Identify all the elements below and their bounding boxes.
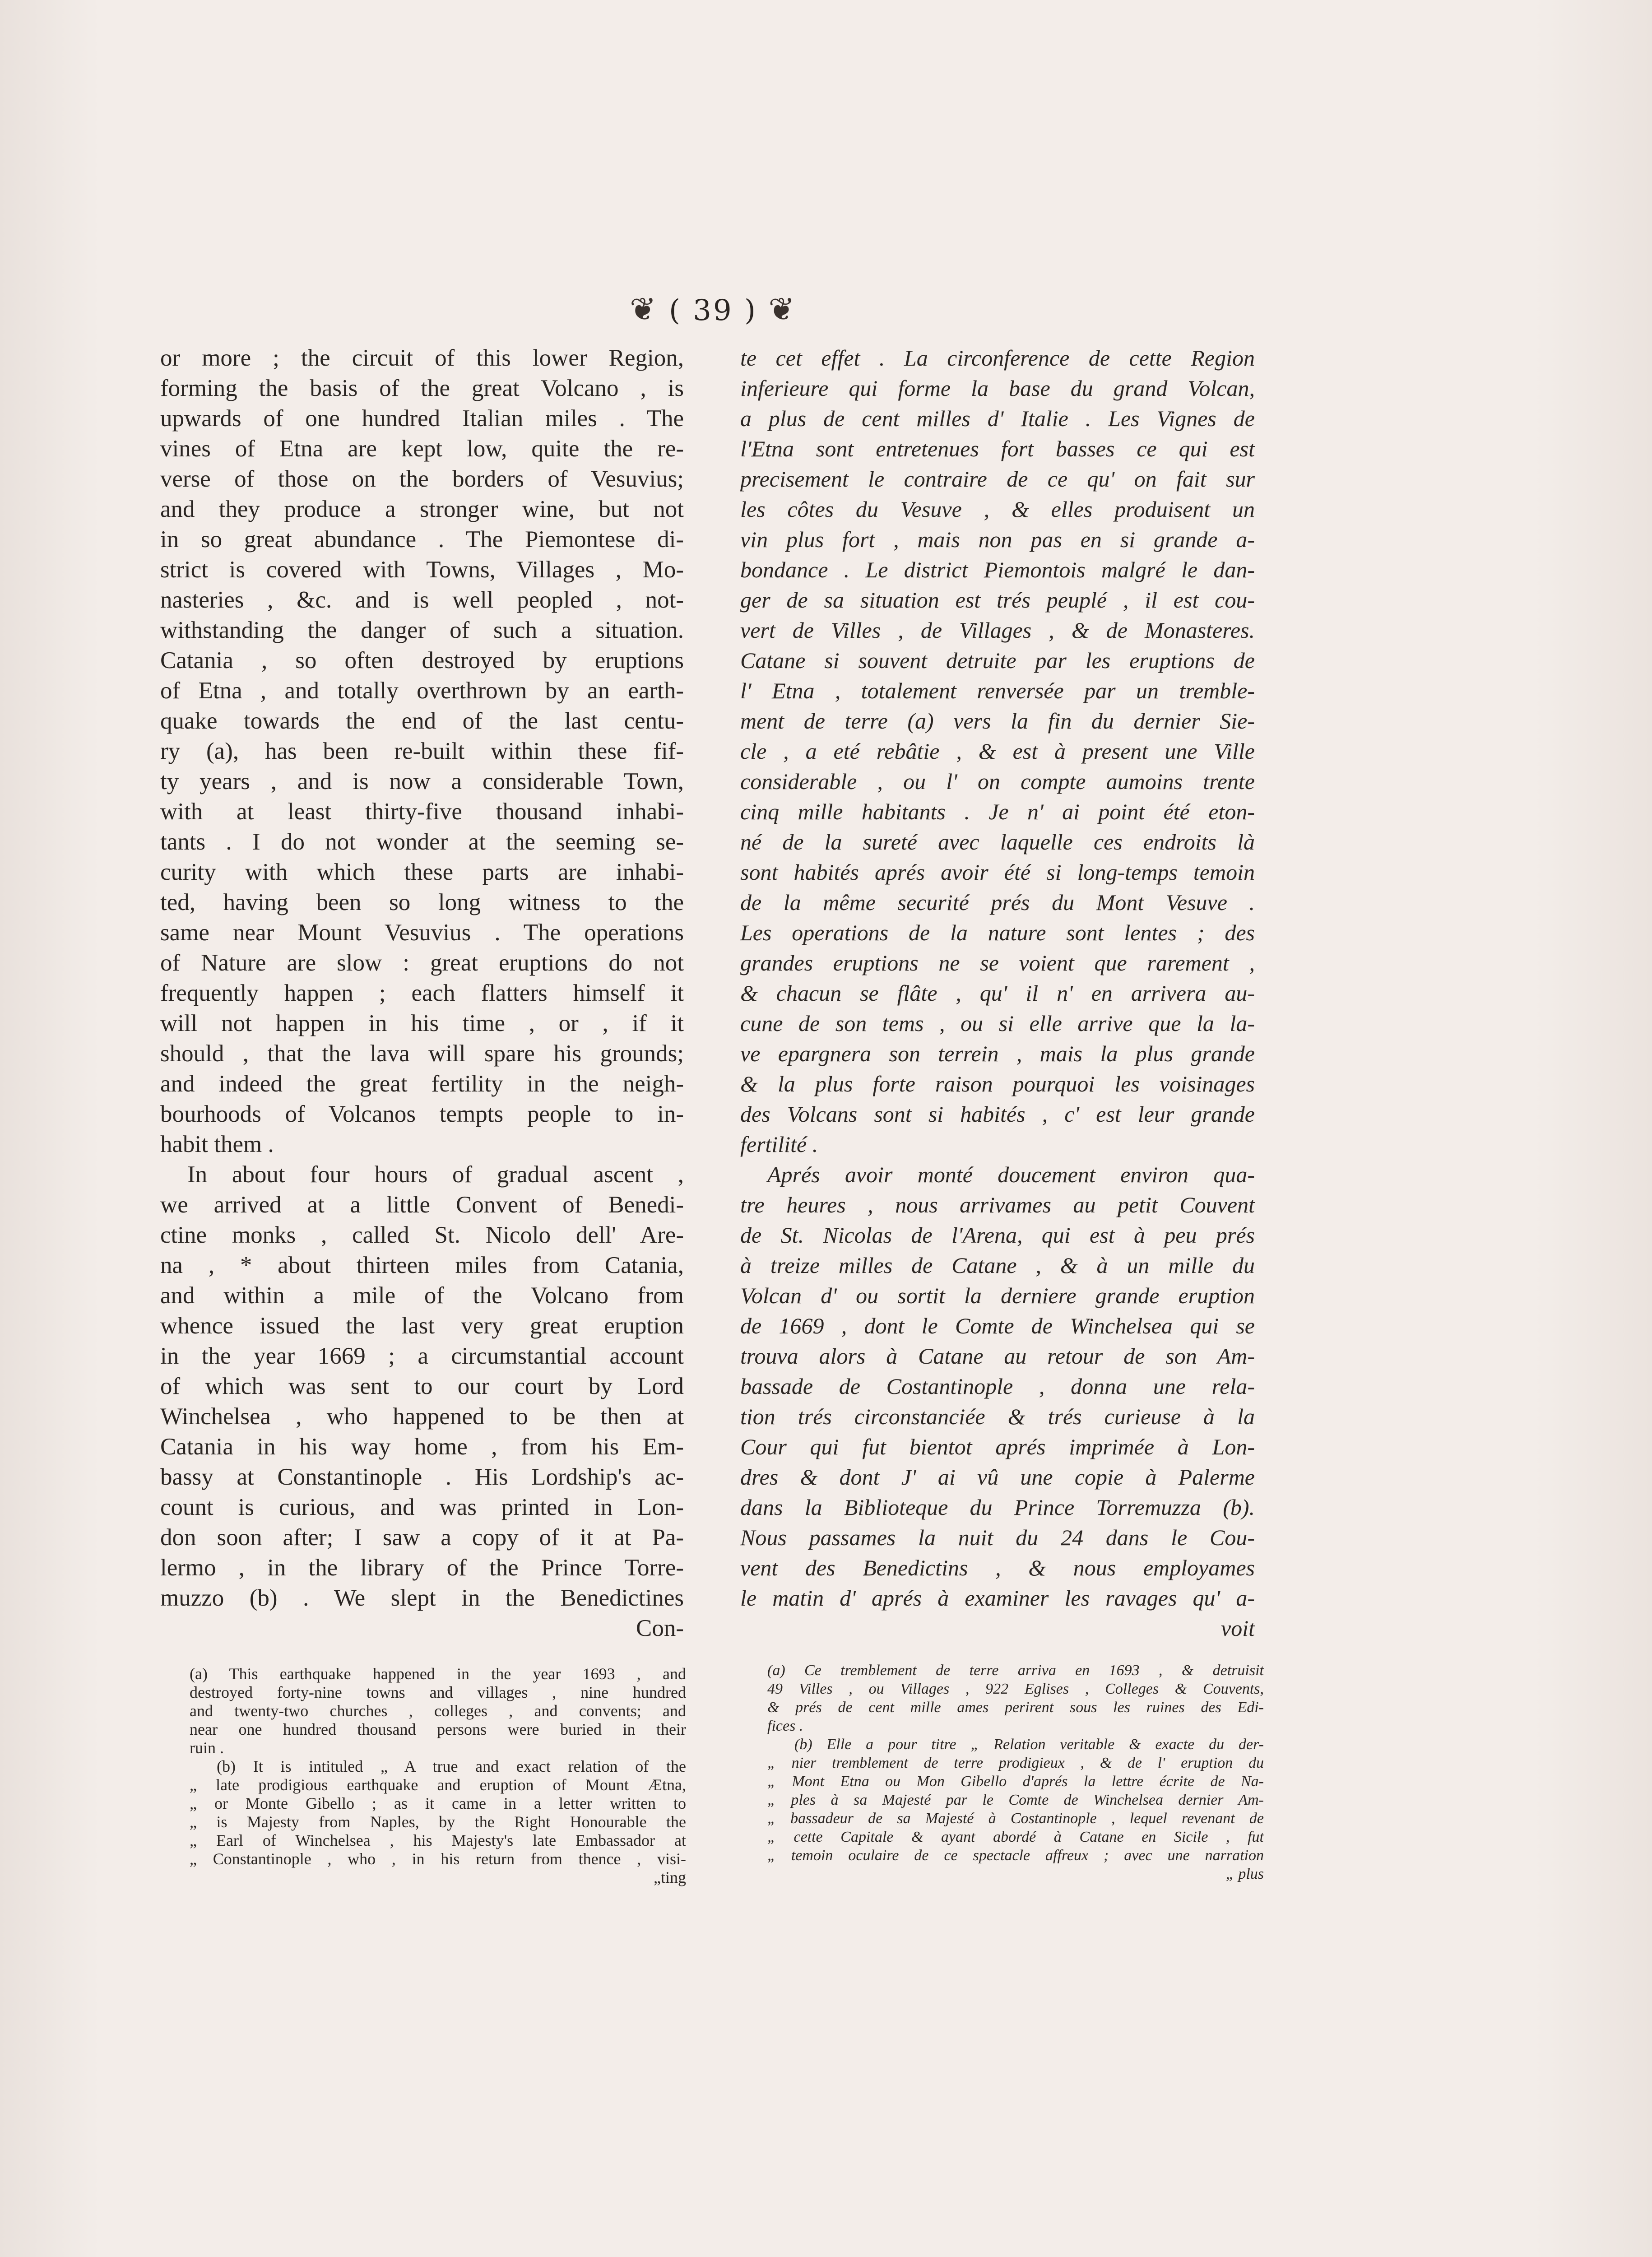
text-line: tants . I do not wonder at the seeming se- [160,829,684,855]
text-line: Cour qui fut bientot aprés imprimée à Lon- [740,1434,1255,1459]
text-line: & chacun se flâte , qu' il n' en arrivera au- [740,980,1255,1006]
text-line: dres & dont J' ai vû une copie à Palerme [740,1464,1255,1490]
text-line: de St. Nicolas de l'Arena, qui est à peu prés [740,1222,1255,1248]
footnote-line: „ ples à sa Majesté par le Comte de Winchelsea dernier Am- [767,1792,1264,1808]
text-line: Catania in his way home , from his Em- [160,1434,684,1460]
text-line: ty years , and is now a considerable Town, [160,768,684,794]
french-footnotes [767,1661,1264,1883]
footnote-line: „ cette Capitale & ayant abordé à Catane en Sicile , fut [767,1829,1264,1845]
text-line: de 1669 , dont le Comte de Winchelsea qui se [740,1313,1255,1338]
text-line: Catane si souvent detruite par les eruptions de [740,648,1255,673]
text-line: grandes eruptions ne se voient que rarement , [740,950,1255,975]
text-line: forming the basis of the great Volcano , is [160,375,684,401]
footnote-line: „ Mont Etna ou Mon Gibello d'aprés la lettre écrite de Na- [767,1773,1264,1790]
text-line: Catania , so often destroyed by eruptions [160,647,684,673]
text-line: Volcan d' ou sortit la derniere grande eruption [740,1283,1255,1308]
page-number: ( 39 ) [668,294,758,327]
text-line: ve epargnera son terrein , mais la plus grande [740,1041,1255,1066]
text-line: same near Mount Vesuvius . The operations [160,920,684,946]
text-line: ment de terre (a) vers la fin du dernier Sie- [740,708,1255,734]
text-line: cune de son tems , ou si elle arrive que la la- [740,1011,1255,1036]
footnote-line: (a) Ce tremblement de terre arriva en 1693 , & detruisit [767,1662,1264,1679]
text-line: and indeed the great fertility in the neigh- [160,1071,684,1097]
footnote-line: „ plus [1225,1866,1264,1882]
text-line: precisement le contraire de ce qu' on fait sur [740,466,1255,492]
text-line: vent des Benedictins , & nous employames [740,1555,1255,1580]
text-line: of Nature are slow : great eruptions do not [160,950,684,976]
footnote-line: „ late prodigious earthquake and eruption of Mount Ætna, [190,1776,686,1794]
footnote-line: and twenty-two churches , colleges , and convents; and [190,1702,686,1720]
text-line: bassade de Costantinople , donna une rela- [740,1374,1255,1399]
text-line: les côtes du Vesuve , & elles produisent un [740,497,1255,522]
page-header [542,289,885,330]
text-line: ger de sa situation est trés peuplé , il est cou- [740,587,1255,613]
text-line: dans la Biblioteque du Prince Torremuzza (b). [740,1495,1255,1520]
text-line: curity with which these parts are inhabi- [160,859,684,885]
text-line: bassy at Constantinople . His Lordship's ac- [160,1464,684,1490]
text-line: inferieure qui forme la base du grand Volcan, [740,376,1255,401]
text-line: with at least thirty-five thousand inhabi- [160,799,684,825]
text-line: Aprés avoir monté doucement environ qua- [767,1162,1255,1187]
text-line: ted, having been so long witness to the [160,889,684,915]
text-line: bourhoods of Volcanos tempts people to in- [160,1101,684,1127]
text-line: tre heures , nous arrivames au petit Couvent [740,1192,1255,1217]
footnote-line: „ nier tremblement de terre prodigieux , & de l' eruption du [767,1755,1264,1771]
text-line: verse of those on the borders of Vesuvius; [160,466,684,492]
footnote-line: 49 Villes , ou Villages , 922 Eglises , Colleges & Couvents, [767,1681,1264,1697]
footnote-line: near one hundred thousand persons were buried in their [190,1720,686,1738]
text-line: Winchelsea , who happened to be then at [160,1403,684,1430]
text-line: ctine monks , called St. Nicolo dell' Are- [160,1222,684,1248]
text-line: vines of Etna are kept low, quite the re- [160,436,684,462]
text-line: à treize milles de Catane , & à un mille du [740,1253,1255,1278]
text-line: des Volcans sont si habités , c' est leur grande [740,1101,1255,1127]
footnote-line: „ Earl of Winchelsea , his Majesty's late Embassador at [190,1831,686,1849]
text-line: te cet effet . La circonference de cette Region [740,345,1255,371]
footnote-line: destroyed forty-nine towns and villages , nine hundred [190,1683,686,1701]
text-line: will not happen in his time , or , if it [160,1010,684,1036]
footnote-line: & prés de cent mille ames perirent sous les ruines des Edi- [767,1699,1264,1716]
text-line: don soon after; I saw a copy of it at Pa- [160,1524,684,1551]
english-footnotes [190,1665,686,1887]
footnote-line: (b) Elle a pour titre „ Relation veritable & exacte du der- [794,1736,1264,1753]
text-line: and within a mile of the Volcano from [160,1282,684,1309]
text-line: count is curious, and was printed in Lon- [160,1494,684,1520]
footnote-line: „ting [654,1868,686,1886]
text-line: should , that the lava will spare his grounds; [160,1040,684,1067]
text-line: fertilité . [740,1132,818,1157]
french-column [740,343,1255,1644]
text-line: sont habités aprés avoir été si long-temps temoin [740,859,1255,885]
text-line: né de la sureté avec laquelle ces endroits là [740,829,1255,855]
text-line: bondance . Le district Piemontois malgré le dan- [740,557,1255,582]
text-line: a plus de cent milles d' Italie . Les Vignes de [740,406,1255,431]
text-line: Con- [636,1615,684,1641]
text-line: In about four hours of gradual ascent , [187,1161,684,1188]
text-line: muzzo (b) . We slept in the Benedictines [160,1585,684,1611]
text-line: habit them . [160,1131,274,1157]
text-line: in the year 1669 ; a circumstantial account [160,1343,684,1369]
english-column [160,343,684,1644]
text-line: withstanding the danger of such a situation. [160,617,684,643]
text-line: le matin d' aprés à examiner les ravages qu' a- [740,1585,1255,1611]
ornament-right-icon: ❦ [768,291,797,328]
text-line: of Etna , and totally overthrown by an earth- [160,678,684,704]
text-line: in so great abundance . The Piemontese di- [160,526,684,553]
text-line: vert de Villes , de Villages , & de Monasteres. [740,618,1255,643]
footnote-line: fices . [767,1718,803,1734]
text-line: nasteries , &c. and is well peopled , not- [160,587,684,613]
footnote-line: ruin . [190,1739,224,1757]
footnote-line: „ is Majesty from Naples, by the Right Honourable the [190,1813,686,1831]
text-line: we arrived at a little Convent of Benedi- [160,1192,684,1218]
text-line: or more ; the circuit of this lower Region, [160,345,684,371]
text-line: upwards of one hundred Italian miles . The [160,405,684,432]
text-line: cle , a eté rebâtie , & est à present une Ville [740,738,1255,764]
text-line: trouva alors à Catane au retour de son Am- [740,1343,1255,1369]
footnote-line: „ temoin oculaire de ce spectacle affreux ; avec une narration [767,1847,1264,1864]
footnote-line: „ bassadeur de sa Majesté à Costantinople , lequel revenant de [767,1810,1264,1827]
text-line: de la même securité prés du Mont Vesuve . [740,890,1255,915]
text-line: cinq mille habitants . Je n' ai point été eton- [740,799,1255,824]
text-line: frequently happen ; each flatters himself it [160,980,684,1006]
text-line: na , * about thirteen miles from Catania, [160,1252,684,1278]
text-line: Les operations de la nature sont lentes ; des [740,920,1255,945]
text-line: voit [1221,1616,1255,1641]
text-line: of which was sent to our court by Lord [160,1373,684,1399]
text-line: Nous passames la nuit du 24 dans le Cou- [740,1525,1255,1550]
text-line: tion trés circonstanciée & trés curieuse à la [740,1404,1255,1429]
text-line: ry (a), has been re-built within these fif- [160,738,684,764]
text-line: lermo , in the library of the Prince Torre- [160,1555,684,1581]
text-line: vin plus fort , mais non pas en si grande a- [740,527,1255,552]
ornament-left-icon: ❦ [629,291,658,328]
text-line: and they produce a stronger wine, but not [160,496,684,522]
footnote-line: „ or Monte Gibello ; as it came in a letter written to [190,1794,686,1812]
text-line: & la plus forte raison pourquoi les voisinages [740,1071,1255,1096]
footnote-line: (a) This earthquake happened in the year 1693 , and [190,1665,686,1683]
text-line: strict is covered with Towns, Villages , Mo- [160,557,684,583]
footnote-line: (b) It is intituled „ A true and exact relation of the [217,1757,686,1775]
text-line: l' Etna , totalement renversée par un tremble- [740,678,1255,703]
text-line: l'Etna sont entretenues fort basses ce qui est [740,436,1255,461]
text-line: quake towards the end of the last centu- [160,708,684,734]
footnote-line: „ Constantinople , who , in his return from thence , visi- [190,1850,686,1868]
text-line: whence issued the last very great eruption [160,1313,684,1339]
text-line: considerable , ou l' on compte aumoins trente [740,769,1255,794]
